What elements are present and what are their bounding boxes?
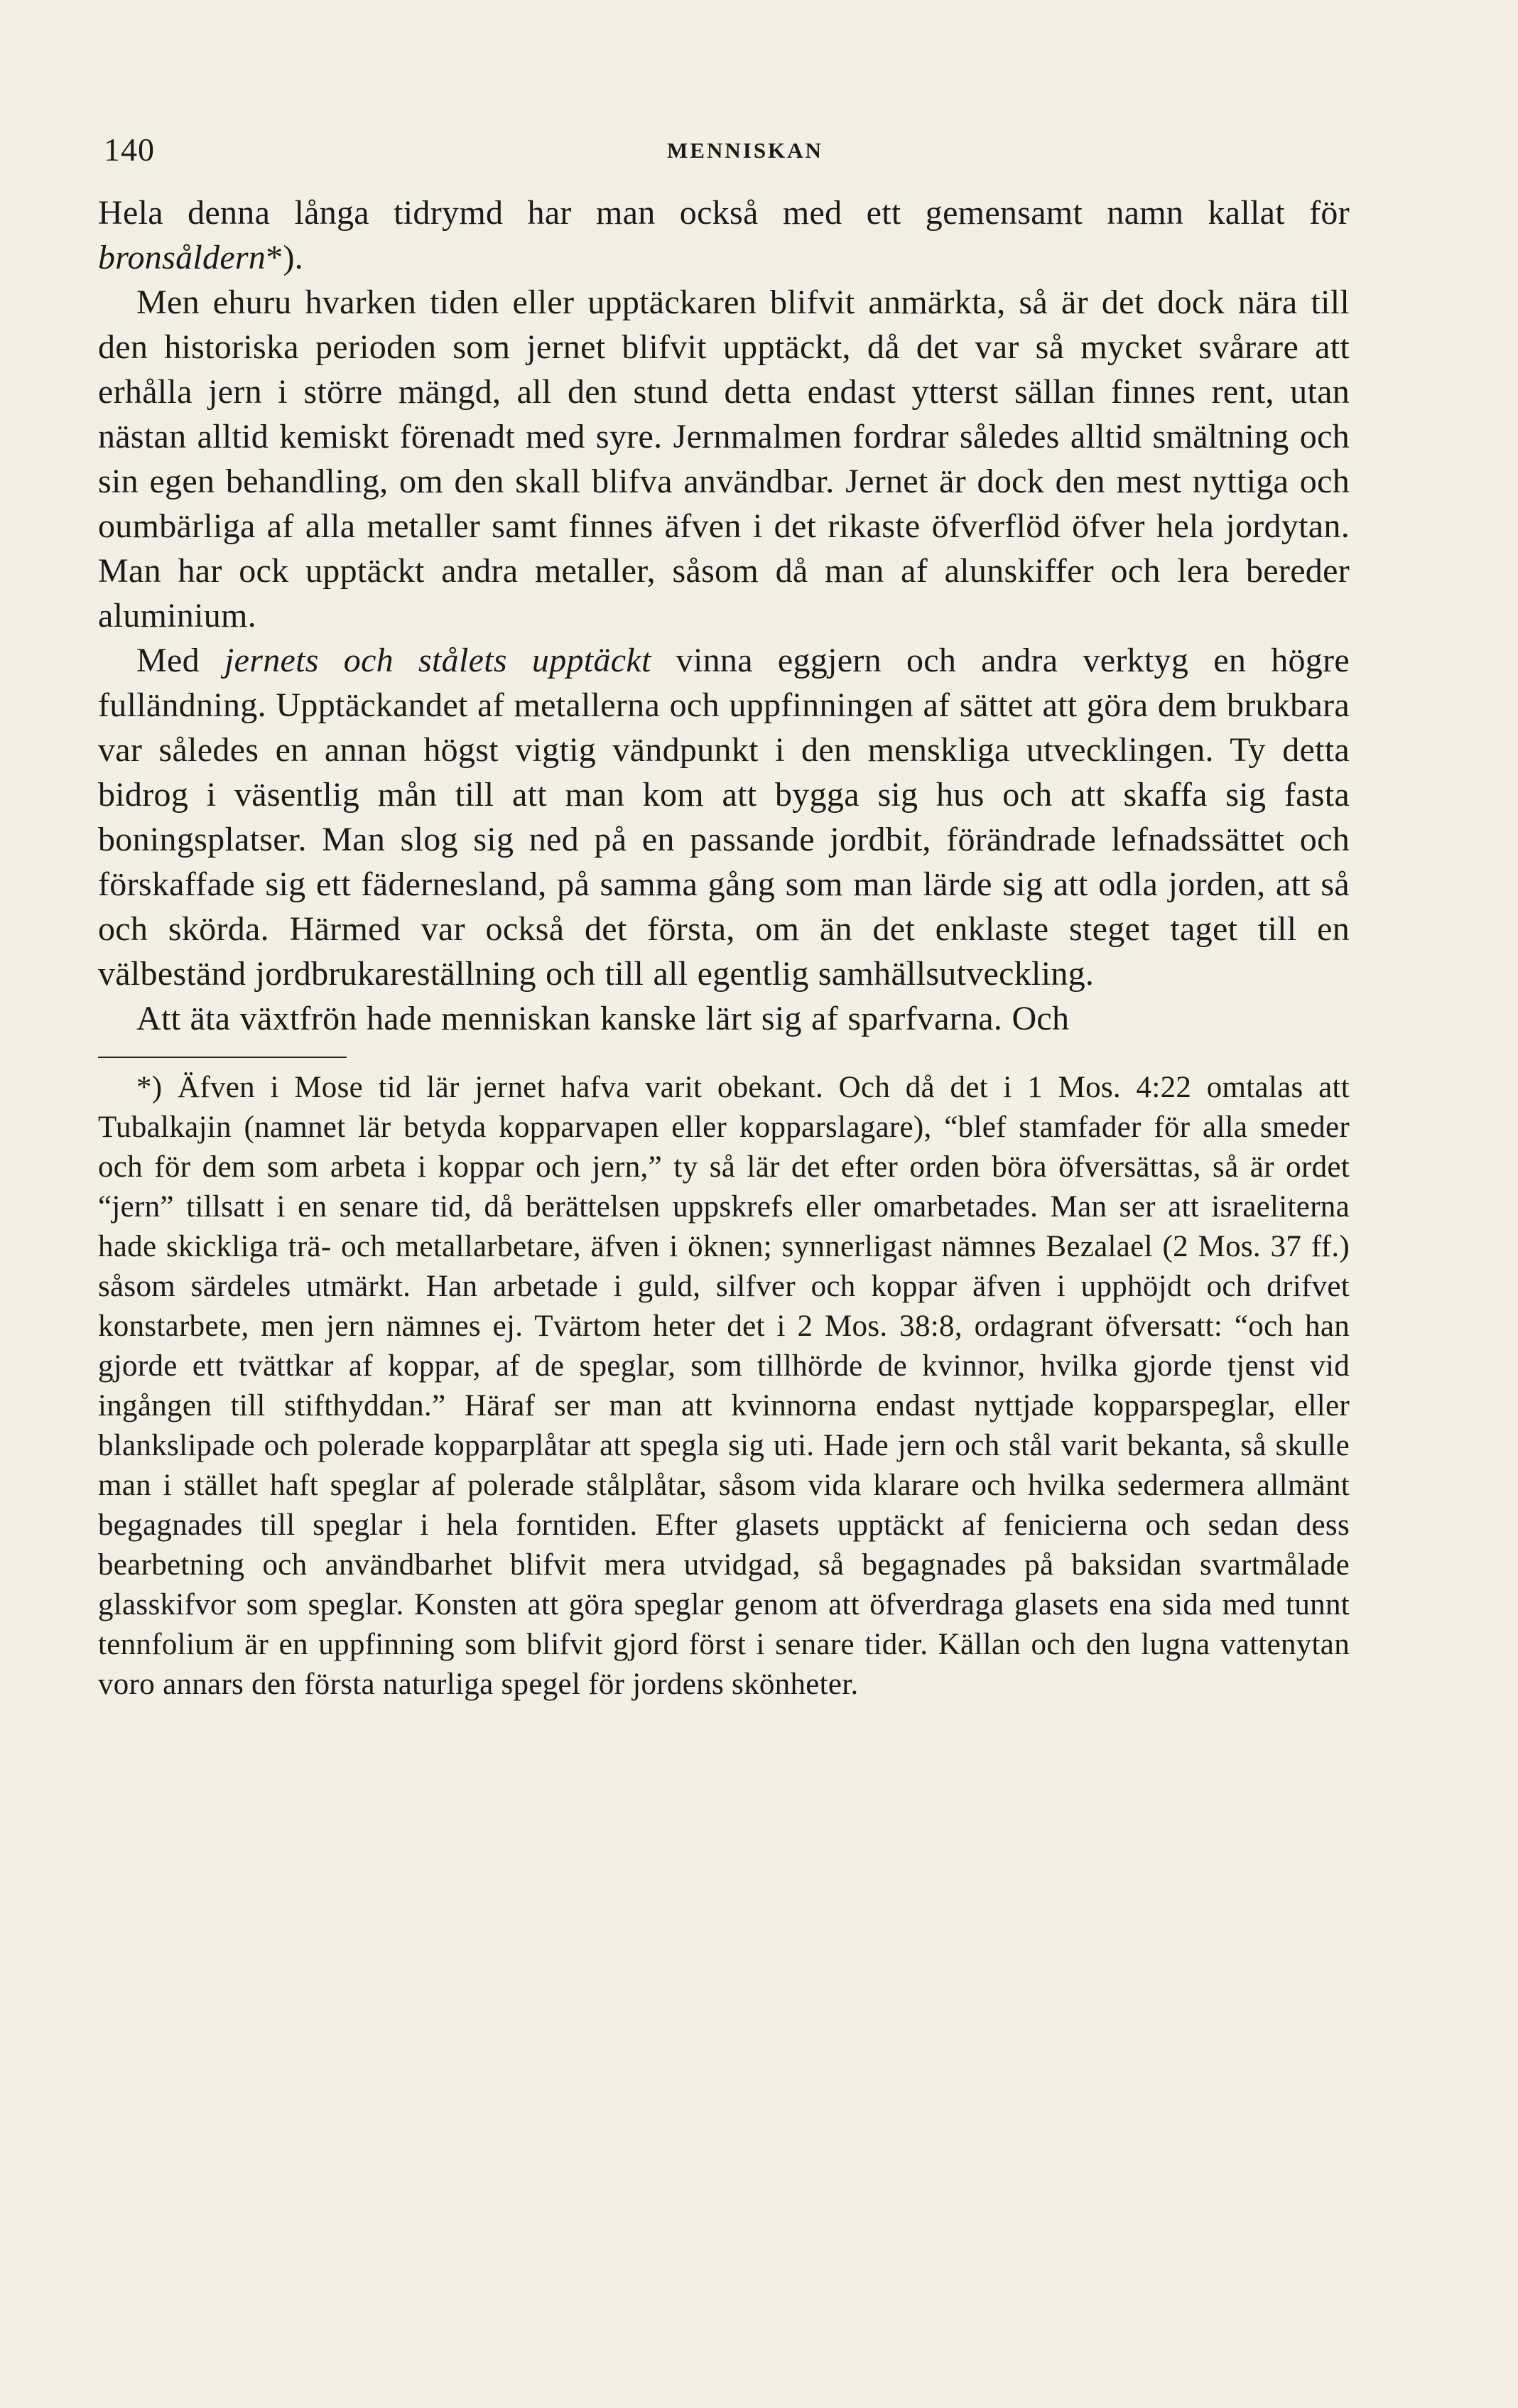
italic-term-bronze-age: bronsåldern — [98, 239, 266, 276]
footnote-reference: *). — [266, 239, 304, 276]
page-number: 140 — [104, 131, 155, 168]
footnote-divider — [98, 1057, 347, 1058]
footnote: *) Äfven i Mose tid lär jernet hafva varit obekant. Och då det i 1 Mos. 4:22 omtalas att Tubalkajin (namnet lär betyda kopparvapen eller kopparslagare), “blef stamfader för alla smeder och för dem som arbeta i koppar och jern,” ty så lär det efter orden böra öfversättas, så är ordet “jern” tillsatt i en senare tid, då berättelsen uppskrefs eller omarbetades. Man ser att israeliterna hade skickliga trä- och metallarbetare, äfven i öknen; synnerligast nämnes Bezalael (2 Mos. 37 ff.) såsom särdeles utmärkt. Han arbetade i guld, silfver och koppar äfven i upphöjdt och drifvet konstarbete, men jern nämnes ej. Tvärtom heter det i 2 Mos. 38:8, ordagrant öfversatt: “och han gjorde ett tvättkar af koppar, af de speglar, som tillhörde de kvinnor, hvilka gjorde tjenst vid ingången till stifthyddan.” Häraf ser man att kvinnorna endast nyttjade kopparspeglar, eller blankslipade och polerade kopparplåtar att spegla sig uti. Hade jern och stål varit bekanta, så skulle man i stället haft speglar af polerade stålplåtar, såsom vida klarare och hvilka sedermera allmänt begagnades till speglar i hela forntiden. Efter glasets upptäckt af fenicierna och sedan dess bearbetning och användbarhet blifvit mera utvidgad, så begagnades på baksidan svartmålade glasskifvor som speglar. Konsten att göra speglar genom att öfverdraga glasets ena sida med tunnt tennfolium är en uppfinning som blifvit gjord först i senare tider. Källan och den lugna vattenytan voro annars den första naturliga spegel för jordens skönheter. — [98, 1071, 1350, 1701]
page-header — [98, 128, 1350, 185]
paragraph-4: Att äta växtfrön hade menniskan kanske lärt sig af sparfvarna. Och — [136, 1000, 1070, 1037]
body-text — [98, 190, 1350, 1041]
book-page — [98, 128, 1350, 1705]
paragraph-2: Men ehuru hvarken tiden eller upptäckaren blifvit anmärkta, så är det dock nära till den historiska perioden som jernet blifvit upptäckt, då det var så mycket svårare att erhålla jern i större mängd, all den stund detta endast ytterst sällan finnes rent, utan nästan alltid kemiskt förenadt med syre. Jernmalmen fordrar således alltid smältning och sin egen behandling, om den skall blifva användbar. Jernet är dock den mest nyttiga och oumbärliga af alla metaller samt finnes äfven i det rikaste öfverflöd öfver hela jordytan. Man har ock upptäckt andra metaller, såsom då man af alunskiffer och lera bereder aluminium. — [98, 284, 1350, 635]
italic-term-iron-steel: jernets och stålets upptäckt — [224, 642, 651, 679]
paragraph-3-text: vinna eggjern och andra verktyg en högre fulländning. Upptäckandet af metallerna och uppfinningen af sättet att göra dem brukbara var således en annan högst vigtig vändpunkt i den menskliga utvecklingen. Ty detta bidrog i väsentlig mån till att man kom att bygga sig hus och att skaffa sig fasta boningsplatser. Man slog sig ned på en passande jordbit, förändrade lefnadssättet och förskaffade sig ett fädernesland, på samma gång som man lärde sig att odla jorden, att så och skörda. Härmed var också det första, om än det enklaste steget taget till en välbeständ jordbrukareställning och till all egentlig samhällsutveckling. — [98, 642, 1350, 993]
paragraph-1-text: Hela denna långa tidrymd har man också med ett gemensamt namn kallat för — [98, 194, 1350, 232]
paragraph-3-lead: Med — [136, 642, 224, 679]
paragraph-3 — [98, 638, 1350, 996]
paragraph-1 — [98, 190, 1350, 280]
running-title: MENNISKAN — [667, 138, 823, 163]
